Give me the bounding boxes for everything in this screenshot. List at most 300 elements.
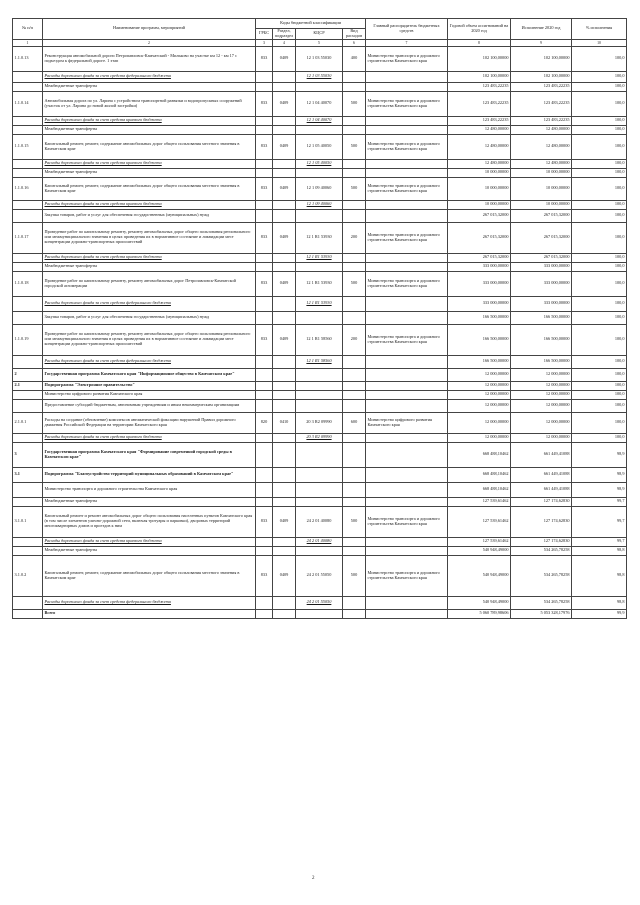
row-razdel: [273, 200, 296, 209]
row-ktsr: [296, 381, 343, 390]
row-name: Межбюджетные трансферты: [43, 546, 256, 555]
row-org: Министерство цифрового развития Камчатского края: [366, 412, 448, 433]
row-vr: [343, 125, 366, 134]
row-pct: 98,8: [572, 596, 627, 609]
row-num: [13, 433, 43, 442]
row-grbs: [256, 253, 273, 262]
row-fact: 661 449,41088: [511, 482, 572, 497]
row-plan: 5 060 789,98606: [448, 609, 511, 618]
header-pct: % исполнения: [572, 19, 627, 40]
row-ktsr: [296, 609, 343, 618]
row-num: [13, 399, 43, 412]
row-grbs: [256, 609, 273, 618]
col-number: 2: [43, 39, 256, 46]
table-row: [13, 311, 627, 324]
row-pct: 100,0: [572, 168, 627, 177]
table-row: [13, 390, 627, 399]
row-ktsr: [296, 399, 343, 412]
row-plan: 540 948,49000: [448, 546, 511, 555]
row-org: Министерство транспорта и дорожного строительства Камчатского края: [366, 177, 448, 200]
row-num: 1.1.0.13: [13, 46, 43, 71]
row-ktsr: [296, 311, 343, 324]
row-vr: [343, 82, 366, 91]
row-ktsr: 24 2 01 40080: [296, 506, 343, 537]
row-plan: 123 483,22235: [448, 82, 511, 91]
row-grbs: 833: [256, 177, 273, 200]
row-grbs: [256, 537, 273, 546]
row-fact: 10 000,00000: [511, 200, 572, 209]
row-num: [13, 296, 43, 311]
row-razdel: [273, 116, 296, 125]
row-vr: [343, 442, 366, 467]
row-vr: 500: [343, 271, 366, 296]
row-grbs: [256, 467, 273, 482]
row-name: Расходы дорожного фонда за счет средств федерального бюджета: [43, 296, 256, 311]
row-plan: 102 100,00000: [448, 71, 511, 82]
row-org: Министерство транспорта и дорожного строительства Камчатского края: [366, 222, 448, 253]
row-pct: 100,0: [572, 46, 627, 71]
table-row: [13, 467, 627, 482]
row-vr: 400: [343, 46, 366, 71]
row-num: [13, 253, 43, 262]
row-plan: 127 539,61462: [448, 506, 511, 537]
row-plan: 12 480,00000: [448, 159, 511, 168]
row-ktsr: 12 1 R1 53930: [296, 271, 343, 296]
row-vr: [343, 368, 366, 381]
row-num: [13, 497, 43, 506]
header-num: № п/п: [13, 19, 43, 40]
row-pct: 100,0: [572, 253, 627, 262]
row-ktsr: 12 1 04 40070: [296, 91, 343, 116]
row-num: [13, 209, 43, 222]
table-row: [13, 596, 627, 609]
row-razdel: [273, 482, 296, 497]
row-pct: 100,0: [572, 296, 627, 311]
header-vr: Вид расходов: [343, 29, 366, 40]
row-vr: [343, 253, 366, 262]
row-fact: 12 480,00000: [511, 134, 572, 159]
row-fact: 661 449,41088: [511, 467, 572, 482]
table-row: [13, 412, 627, 433]
row-org: [366, 253, 448, 262]
row-grbs: [256, 168, 273, 177]
row-razdel: [273, 546, 296, 555]
table-row: [13, 506, 627, 537]
row-ktsr: [296, 168, 343, 177]
row-ktsr: 24 2 01 40080: [296, 537, 343, 546]
row-razdel: 0409: [273, 271, 296, 296]
row-name: Государственная программа Камчатского края "Формирование современной городской среды в Камчатском крае": [43, 442, 256, 467]
row-vr: [343, 71, 366, 82]
row-vr: [343, 116, 366, 125]
row-org: [366, 116, 448, 125]
row-razdel: 0410: [273, 412, 296, 433]
row-name: Министерство цифрового развития Камчатского края: [43, 390, 256, 399]
row-ktsr: [296, 482, 343, 497]
row-fact: 166 500,00000: [511, 355, 572, 368]
row-grbs: [256, 200, 273, 209]
row-razdel: [273, 125, 296, 134]
row-fact: 267 015,32000: [511, 209, 572, 222]
table-row: [13, 82, 627, 91]
row-org: [366, 381, 448, 390]
row-razdel: [273, 537, 296, 546]
row-razdel: [273, 262, 296, 271]
row-ktsr: 12 1 05 40050: [296, 134, 343, 159]
row-org: [366, 159, 448, 168]
table-row: [13, 222, 627, 253]
col-number: 10: [572, 39, 627, 46]
row-vr: [343, 296, 366, 311]
document-page: [12, 18, 626, 619]
row-plan: 267 015,32000: [448, 222, 511, 253]
row-pct: 99,7: [572, 537, 627, 546]
row-plan: 166 500,00000: [448, 311, 511, 324]
row-pct: 98,9: [572, 442, 627, 467]
row-razdel: 0409: [273, 177, 296, 200]
row-pct: 98,8: [572, 555, 627, 596]
row-grbs: [256, 355, 273, 368]
row-grbs: 833: [256, 506, 273, 537]
row-org: [366, 311, 448, 324]
row-num: 1.1.0.18: [13, 271, 43, 296]
row-vr: [343, 311, 366, 324]
row-grbs: 833: [256, 555, 273, 596]
row-plan: 127 539,61462: [448, 497, 511, 506]
row-org: Министерство транспорта и дорожного строительства Камчатского края: [366, 134, 448, 159]
row-grbs: [256, 82, 273, 91]
row-razdel: [273, 209, 296, 222]
row-num: [13, 116, 43, 125]
row-pct: 100,0: [572, 91, 627, 116]
table-row: [13, 71, 627, 82]
row-razdel: [273, 253, 296, 262]
row-grbs: [256, 482, 273, 497]
row-razdel: [273, 467, 296, 482]
row-ktsr: 12 1 05 40050: [296, 159, 343, 168]
row-num: [13, 159, 43, 168]
row-name: Расходы дорожного фонда за счет средств федерального бюджета: [43, 71, 256, 82]
row-vr: [343, 467, 366, 482]
row-grbs: [256, 433, 273, 442]
row-name: Всего: [43, 609, 256, 618]
row-vr: [343, 482, 366, 497]
row-grbs: [256, 209, 273, 222]
row-num: [13, 262, 43, 271]
row-name: Капитальный ремонт, ремонт, содержание автомобильных дорог общего пользования местного значения в Камчатском крае: [43, 555, 256, 596]
row-fact: 12 000,00000: [511, 412, 572, 433]
row-pct: 98,9: [572, 467, 627, 482]
row-grbs: 833: [256, 271, 273, 296]
row-pct: 100,0: [572, 125, 627, 134]
row-grbs: [256, 125, 273, 134]
row-fact: 123 483,22235: [511, 82, 572, 91]
row-org: [366, 546, 448, 555]
row-org: [366, 399, 448, 412]
row-org: [366, 296, 448, 311]
row-fact: 12 480,00000: [511, 159, 572, 168]
row-num: [13, 200, 43, 209]
row-razdel: [273, 82, 296, 91]
row-vr: [343, 390, 366, 399]
row-ktsr: [296, 467, 343, 482]
row-plan: 12 000,00000: [448, 381, 511, 390]
row-fact: 10 000,00000: [511, 168, 572, 177]
row-plan: 12 000,00000: [448, 412, 511, 433]
row-org: Министерство транспорта и дорожного строительства Камчатского края: [366, 555, 448, 596]
row-num: [13, 596, 43, 609]
row-grbs: [256, 296, 273, 311]
row-pct: 100,0: [572, 177, 627, 200]
row-name: Министерство транспорта и дорожного строительства Камчатского края: [43, 482, 256, 497]
row-ktsr: [296, 209, 343, 222]
row-ktsr: 20 3 R2 09990: [296, 433, 343, 442]
table-row: [13, 46, 627, 71]
row-razdel: [273, 296, 296, 311]
row-plan: 540 948,49000: [448, 596, 511, 609]
row-vr: [343, 433, 366, 442]
header-org: Главный распорядитель бюджетных средств: [366, 19, 448, 40]
table-row: [13, 355, 627, 368]
table-row: [13, 209, 627, 222]
table-row: [13, 296, 627, 311]
row-grbs: [256, 390, 273, 399]
table-row: [13, 381, 627, 390]
row-fact: 333 000,00000: [511, 271, 572, 296]
row-razdel: [273, 71, 296, 82]
row-num: [13, 390, 43, 399]
table-body: [13, 46, 627, 618]
row-name: Проведение работ по капитальному ремонту, ремонту автомобильных дорог общего пользования регионального или межмуниципального значения в целях приведения их в нормативное состояние и ликвидации мест концентрации дорожно-транспортных происшествий: [43, 324, 256, 355]
row-vr: [343, 168, 366, 177]
row-razdel: [273, 159, 296, 168]
row-org: Министерство транспорта и дорожного строительства Камчатского края: [366, 506, 448, 537]
row-ktsr: 12 1 04 40070: [296, 116, 343, 125]
row-plan: 333 000,00000: [448, 296, 511, 311]
row-grbs: [256, 497, 273, 506]
row-plan: 267 015,32000: [448, 253, 511, 262]
row-num: [13, 82, 43, 91]
row-org: [366, 467, 448, 482]
row-name: Расходы на создание (обновление) комплексов автоматической фиксации нарушений Правил дорожного движения Российской Федерации на территории Камчатского края: [43, 412, 256, 433]
col-number: 3: [256, 39, 273, 46]
row-plan: 166 500,00000: [448, 355, 511, 368]
table-row: [13, 125, 627, 134]
row-fact: 267 015,32000: [511, 222, 572, 253]
row-name: Межбюджетные трансферты: [43, 262, 256, 271]
row-name: Расходы дорожного фонда за счет средств краевого бюджета: [43, 537, 256, 546]
row-org: [366, 209, 448, 222]
row-ktsr: [296, 125, 343, 134]
row-org: [366, 200, 448, 209]
table-row: [13, 168, 627, 177]
row-razdel: 0409: [273, 324, 296, 355]
table-row: [13, 399, 627, 412]
row-plan: 123 483,22235: [448, 91, 511, 116]
row-grbs: 833: [256, 134, 273, 159]
table-row: [13, 91, 627, 116]
row-num: [13, 609, 43, 618]
row-org: Министерство транспорта и дорожного строительства Камчатского края: [366, 271, 448, 296]
table-row: [13, 497, 627, 506]
row-fact: 12 000,00000: [511, 433, 572, 442]
row-org: [366, 355, 448, 368]
row-vr: [343, 159, 366, 168]
row-plan: 166 500,00000: [448, 324, 511, 355]
row-fact: 166 500,00000: [511, 311, 572, 324]
row-ktsr: 12 1 R1 53930: [296, 222, 343, 253]
table-row: [13, 324, 627, 355]
row-num: 1.1.0.19: [13, 324, 43, 355]
row-vr: 500: [343, 91, 366, 116]
row-razdel: [273, 168, 296, 177]
row-name: Межбюджетные трансферты: [43, 125, 256, 134]
row-fact: 534 265,78258: [511, 555, 572, 596]
header-grbs: ГРБС: [256, 29, 273, 40]
header-codes-group: Коды бюджетной классификации: [256, 19, 366, 29]
row-org: Министерство транспорта и дорожного строительства Камчатского края: [366, 46, 448, 71]
col-number: 5: [296, 39, 343, 46]
table-row: [13, 177, 627, 200]
row-fact: 166 500,00000: [511, 324, 572, 355]
row-name: Расходы дорожного фонда за счет средств краевого бюджета: [43, 253, 256, 262]
table-row: [13, 433, 627, 442]
table-row: [13, 442, 627, 467]
row-fact: 102 100,00000: [511, 46, 572, 71]
row-fact: 333 000,00000: [511, 296, 572, 311]
row-plan: 668 488,10462: [448, 442, 511, 467]
row-grbs: 833: [256, 46, 273, 71]
row-fact: 123 483,22235: [511, 91, 572, 116]
row-pct: 100,0: [572, 355, 627, 368]
row-fact: 534 265,78258: [511, 596, 572, 609]
page-number: 2: [312, 876, 315, 881]
row-vr: 500: [343, 177, 366, 200]
row-pct: 100,0: [572, 71, 627, 82]
row-plan: 10 000,00000: [448, 177, 511, 200]
row-fact: 267 015,32000: [511, 253, 572, 262]
row-plan: 12 000,00000: [448, 368, 511, 381]
row-org: Министерство транспорта и дорожного строительства Камчатского края: [366, 91, 448, 116]
table-row: [13, 609, 627, 618]
row-grbs: [256, 399, 273, 412]
row-vr: [343, 399, 366, 412]
row-grbs: [256, 596, 273, 609]
row-org: [366, 442, 448, 467]
row-plan: 123 483,22235: [448, 116, 511, 125]
row-fact: 12 000,00000: [511, 368, 572, 381]
row-vr: [343, 537, 366, 546]
row-plan: 668 488,10462: [448, 467, 511, 482]
row-fact: 102 100,00000: [511, 71, 572, 82]
row-name: Проведение работ по капитальному ремонту, ремонту автомобильных дорог общего пользования регионального или межмуниципального значения в целях приведения их в нормативное состояние и ликвидации мест концентрации дорожно-транспортных происшествий: [43, 222, 256, 253]
row-org: [366, 71, 448, 82]
row-vr: 600: [343, 412, 366, 433]
row-razdel: 0409: [273, 46, 296, 71]
row-ktsr: [296, 497, 343, 506]
row-name: Капитальный ремонт, ремонт, содержание автомобильных дорог общего пользования местного значения в Камчатском крае: [43, 177, 256, 200]
row-ktsr: 12 1 03 55030: [296, 71, 343, 82]
row-name: Расходы дорожного фонда за счет средств федерального бюджета: [43, 355, 256, 368]
table-row: [13, 546, 627, 555]
row-razdel: [273, 311, 296, 324]
row-num: [13, 71, 43, 82]
row-pct: 100,0: [572, 209, 627, 222]
row-ktsr: [296, 262, 343, 271]
row-num: [13, 355, 43, 368]
row-name: Предоставление субсидий бюджетным, автономным учреждениям и иным некоммерческим организациям: [43, 399, 256, 412]
row-num: 1.1.0.16: [13, 177, 43, 200]
row-razdel: 0409: [273, 222, 296, 253]
row-razdel: 0409: [273, 506, 296, 537]
row-vr: [343, 381, 366, 390]
row-name: Государственная программа Камчатского края "Информационное общество в Камчатском крае": [43, 368, 256, 381]
row-plan: 12 480,00000: [448, 134, 511, 159]
row-name: Реконструкция автомобильной дороги Петропавловск-Камчатский - Мильково на участке км 12 - км 17 с подъездом к федеральной дороге. 1 этап: [43, 46, 256, 71]
row-ktsr: [296, 442, 343, 467]
row-name: Закупка товаров, работ и услуг для обеспечения государственных (муниципальных) нужд: [43, 311, 256, 324]
row-vr: [343, 596, 366, 609]
row-org: [366, 390, 448, 399]
row-vr: [343, 209, 366, 222]
row-plan: 12 480,00000: [448, 125, 511, 134]
row-ktsr: 12 1 R1 58560: [296, 355, 343, 368]
row-num: [13, 482, 43, 497]
row-razdel: [273, 368, 296, 381]
row-name: Капитальный ремонт, ремонт, содержание автомобильных дорог общего пользования местного значения в Камчатском крае: [43, 134, 256, 159]
row-name: Подпрограмма "Благоустройство территорий муниципальных образований в Камчатском крае": [43, 467, 256, 482]
table-row: [13, 368, 627, 381]
table-row: [13, 134, 627, 159]
row-pct: 98,8: [572, 546, 627, 555]
row-pct: 99,7: [572, 506, 627, 537]
row-num: 3.1.0.2: [13, 555, 43, 596]
row-pct: 100,0: [572, 271, 627, 296]
row-razdel: [273, 381, 296, 390]
row-fact: 127 174,62830: [511, 506, 572, 537]
row-pct: 100,0: [572, 262, 627, 271]
row-grbs: 833: [256, 91, 273, 116]
row-grbs: 833: [256, 222, 273, 253]
row-num: [13, 168, 43, 177]
table-row: [13, 271, 627, 296]
row-pct: 100,0: [572, 390, 627, 399]
row-plan: 127 539,61462: [448, 537, 511, 546]
row-org: [366, 125, 448, 134]
row-plan: 12 000,00000: [448, 433, 511, 442]
row-pct: 100,0: [572, 311, 627, 324]
row-num: [13, 537, 43, 546]
row-grbs: [256, 311, 273, 324]
row-fact: 12 480,00000: [511, 125, 572, 134]
row-org: [366, 596, 448, 609]
row-vr: [343, 262, 366, 271]
row-vr: [343, 497, 366, 506]
row-name: Закупка товаров, работ и услуг для обеспечения государственных (муниципальных) нужд: [43, 209, 256, 222]
row-num: 3: [13, 442, 43, 467]
row-num: [13, 125, 43, 134]
row-num: [13, 546, 43, 555]
row-razdel: 0409: [273, 555, 296, 596]
row-fact: 5 053 328,17976: [511, 609, 572, 618]
table-row: [13, 482, 627, 497]
table-header: [13, 19, 627, 47]
row-pct: 99,7: [572, 497, 627, 506]
row-num: 2: [13, 368, 43, 381]
row-org: [366, 433, 448, 442]
row-fact: 127 174,62830: [511, 497, 572, 506]
row-ktsr: 12 1 03 55030: [296, 46, 343, 71]
